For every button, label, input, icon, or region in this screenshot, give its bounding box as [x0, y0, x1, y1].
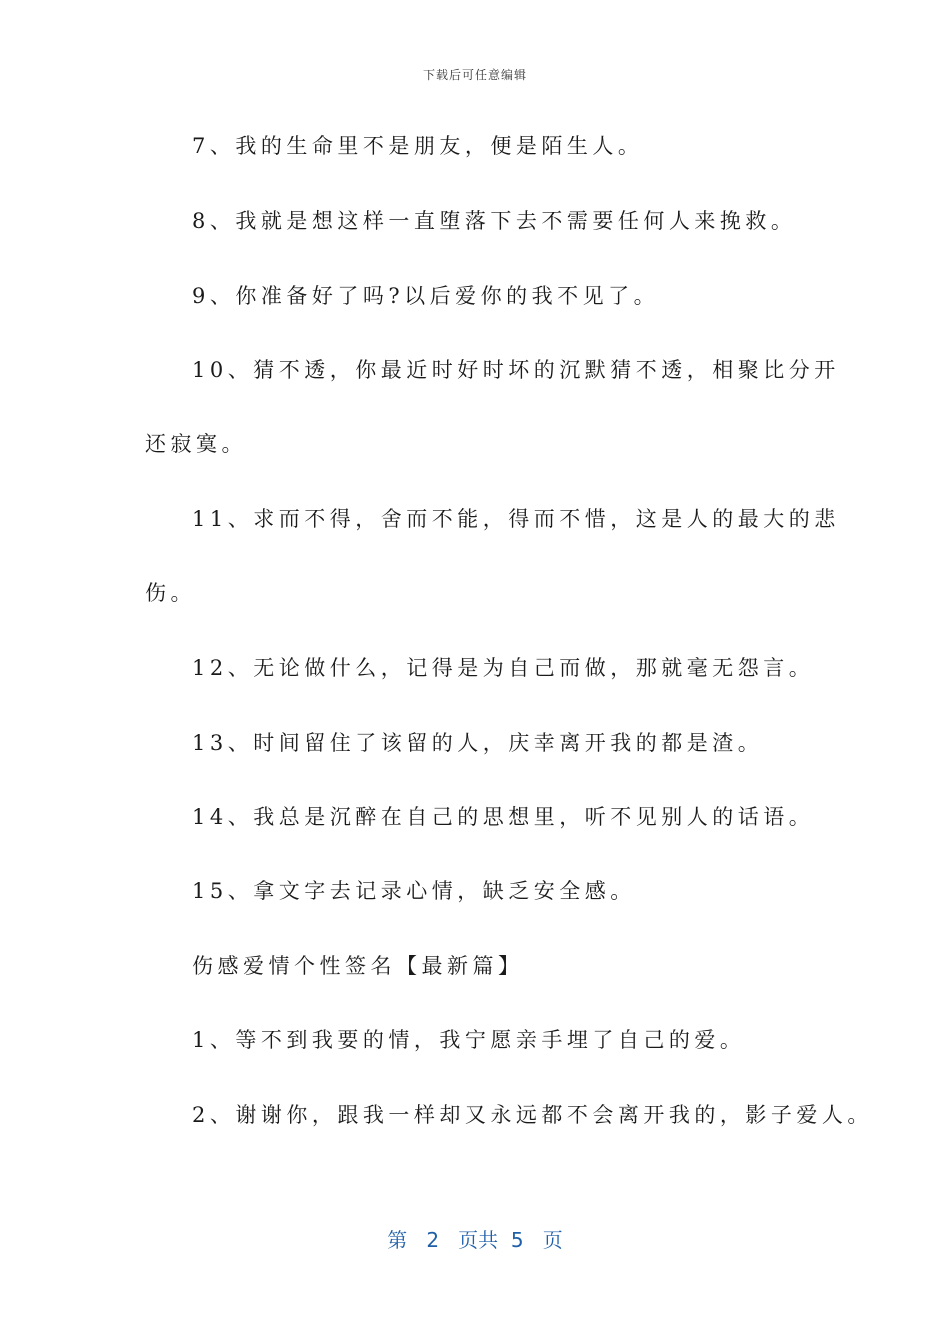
page-footer: [0, 1224, 950, 1253]
footer-label-of: 页共: [458, 1228, 499, 1252]
text-line: 13、时间留住了该留的人，庆幸离开我的都是渣。: [192, 731, 764, 755]
text-line: 1、等不到我要的情，我宁愿亲手埋了自己的爱。: [192, 1028, 746, 1052]
text-line: 11、求而不得，舍而不能，得而不惜，这是人的最大的悲: [192, 507, 840, 531]
text-line: 15、拿文字去记录心情，缺乏安全感。: [192, 879, 636, 903]
text-line: 9、你准备好了吗?以后爱你的我不见了。: [192, 284, 660, 308]
text-line: 10、猜不透，你最近时好时坏的沉默猜不透，相聚比分开: [192, 358, 840, 382]
text-line: 伤。: [145, 581, 196, 605]
page-header-note: 下载后可任意编辑: [422, 68, 527, 82]
text-line: 8、我就是想这样一直堕落下去不需要任何人来挽救。: [192, 209, 797, 233]
text-line: 2、谢谢你，跟我一样却又永远都不会离开我的，影子爱人。: [192, 1103, 873, 1127]
section-heading: 伤感爱情个性签名【最新篇】: [192, 954, 524, 978]
footer-current-page: 2: [426, 1228, 440, 1252]
text-line: 12、无论做什么，记得是为自己而做，那就毫无怨言。: [192, 656, 815, 680]
footer-total-pages: 5: [510, 1228, 524, 1252]
footer-label-pages: 页: [542, 1228, 563, 1252]
text-line: 7、我的生命里不是朋友，便是陌生人。: [192, 134, 644, 158]
text-line: 还寂寞。: [145, 432, 247, 456]
text-line: 14、我总是沉醉在自己的思想里，听不见别人的话语。: [192, 805, 815, 829]
footer-label-page: 第: [387, 1228, 408, 1252]
